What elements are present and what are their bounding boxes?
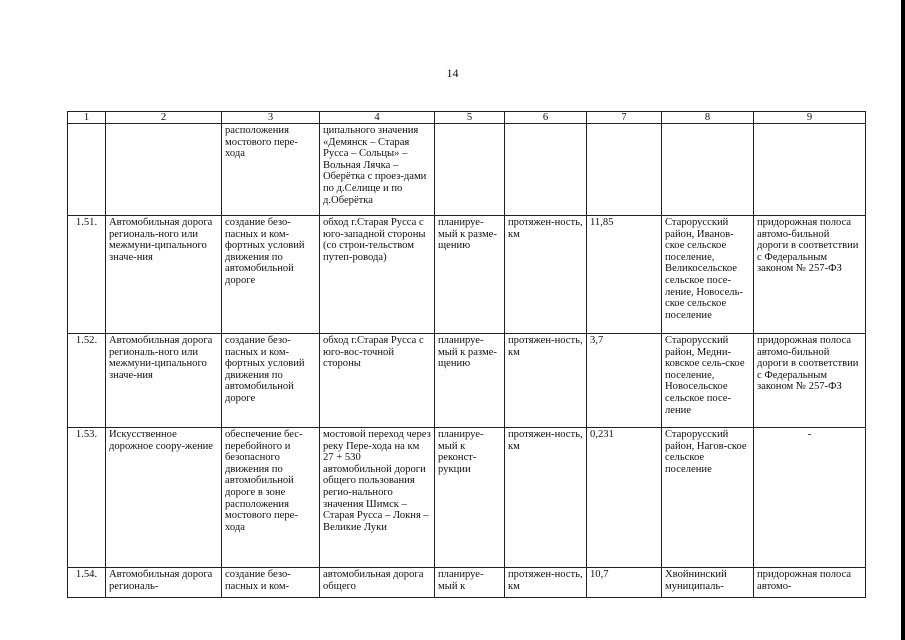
table-header-row — [68, 112, 866, 124]
table-row — [68, 124, 866, 216]
row-number: 1.54. — [68, 568, 106, 598]
row-number: 1.52. — [68, 334, 106, 428]
row-number: 1.51. — [68, 216, 106, 334]
status-cell: планируе-мый к разме-щению — [435, 334, 505, 428]
table-row — [68, 568, 866, 598]
object-name-cell: автомобильная дорога общего — [320, 568, 435, 598]
header-cell: 1 — [68, 112, 106, 124]
header-cell: 6 — [505, 112, 587, 124]
location-cell: Хвойнинский муниципаль- — [662, 568, 754, 598]
purpose-cell: расположения мостового пере-хода — [222, 124, 320, 216]
object-type-cell — [106, 124, 222, 216]
value-cell: 10,7 — [587, 568, 662, 598]
location-cell — [662, 124, 754, 216]
status-cell: планируе-мый к реконст-рукции — [435, 428, 505, 568]
object-name-cell: обход г.Старая Русса с юго-западной стороны (со строи-тельством путеп-ровода) — [320, 216, 435, 334]
header-cell: 3 — [222, 112, 320, 124]
value-cell: 3,7 — [587, 334, 662, 428]
zone-cell: придорожная полоса автомо- — [754, 568, 866, 598]
characteristic-cell: протяжен-ность, км — [505, 428, 587, 568]
header-cell: 2 — [106, 112, 222, 124]
value-cell — [587, 124, 662, 216]
status-cell: планируе-мый к разме-щению — [435, 216, 505, 334]
object-name-cell: ципального значения «Демянск – Старая Русса – Сольцы» – Вольная Лячка – Оберётка с проез-дами по д.Селище и по д.Оберётка — [320, 124, 435, 216]
table-row — [68, 216, 866, 334]
zone-cell: придорожная полоса автомо-бильной дороги в соответствии с Федеральным законом № 257-ФЗ — [754, 334, 866, 428]
zone-cell: придорожная полоса автомо-бильной дороги в соответствии с Федеральным законом № 257-ФЗ — [754, 216, 866, 334]
header-cell: 7 — [587, 112, 662, 124]
object-type-cell: Автомобильная дорога региональ- — [106, 568, 222, 598]
row-number: 1.53. — [68, 428, 106, 568]
purpose-cell: создание безо-пасных и ком-фортных условий движения по автомобильной дороге — [222, 334, 320, 428]
header-cell: 9 — [754, 112, 866, 124]
page-number: 14 — [446, 66, 459, 80]
object-type-cell: Искусственное дорожное соору-жение — [106, 428, 222, 568]
value-cell: 11,85 — [587, 216, 662, 334]
header-cell: 4 — [320, 112, 435, 124]
value-cell: 0,231 — [587, 428, 662, 568]
object-name-cell: обход г.Старая Русса с юго-вос-точной стороны — [320, 334, 435, 428]
location-cell: Старорусский район, Иванов-ское сельское поселение, Великосельское сельское посе-ление, Новосель-ское сельское поселение — [662, 216, 754, 334]
characteristic-cell: протяжен-ность, км — [505, 568, 587, 598]
zone-cell: - — [754, 428, 866, 568]
status-cell: планируе-мый к — [435, 568, 505, 598]
purpose-cell: создание безо-пасных и ком- — [222, 568, 320, 598]
row-number — [68, 124, 106, 216]
location-cell: Старорусский район, Нагов-ское сельское поселение — [662, 428, 754, 568]
header-cell: 5 — [435, 112, 505, 124]
characteristic-cell: протяжен-ность, км — [505, 334, 587, 428]
data-table — [67, 111, 866, 598]
table-row — [68, 428, 866, 568]
characteristic-cell: протяжен-ность, км — [505, 216, 587, 334]
location-cell: Старорусский район, Медни-ковское сель-ское поселение, Новосельское сельское посе-ление — [662, 334, 754, 428]
characteristic-cell — [505, 124, 587, 216]
object-name-cell: мостовой переход через реку Пере-хода на км 27 + 530 автомобильной дороги общего пользования регио-нального значения Шимск – Старая Русса – Локня – Великие Луки — [320, 428, 435, 568]
purpose-cell: создание безо-пасных и ком-фортных условий движения по автомобильной дороге — [222, 216, 320, 334]
table-row — [68, 334, 866, 428]
scan-edge — [901, 0, 905, 640]
object-type-cell: Автомобильная дорога региональ-ного или межмуни-ципального значе-ния — [106, 216, 222, 334]
purpose-cell: обеспечение бес-перебойного и безопасного движения по автомобильной дороге в зоне расположения мостового пере-хода — [222, 428, 320, 568]
object-type-cell: Автомобильная дорога региональ-ного или межмуни-ципального значе-ния — [106, 334, 222, 428]
zone-cell — [754, 124, 866, 216]
status-cell — [435, 124, 505, 216]
header-cell: 8 — [662, 112, 754, 124]
